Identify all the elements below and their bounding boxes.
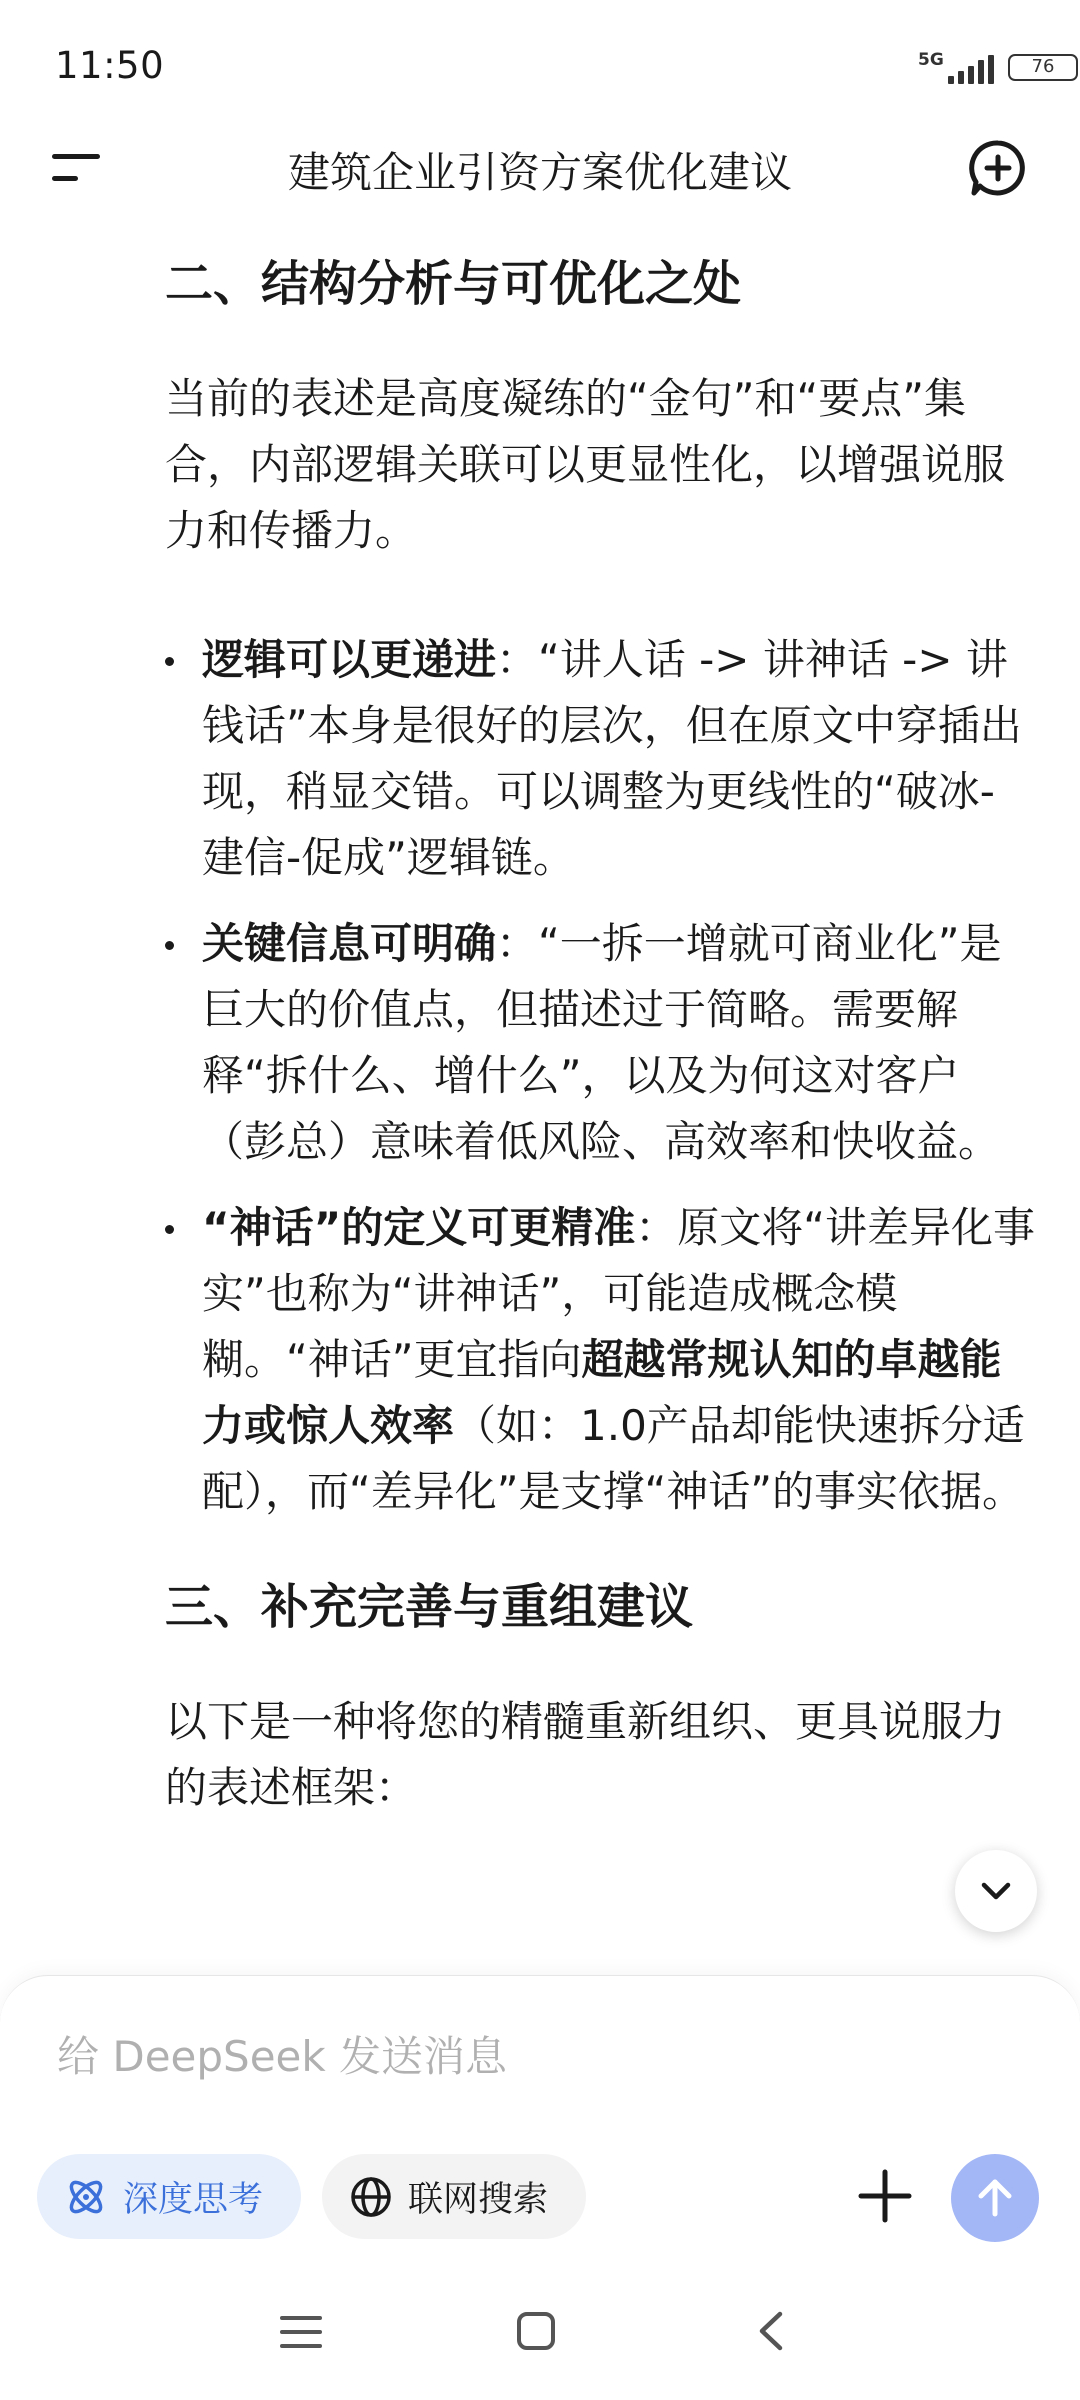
arrow-up-icon <box>971 2174 1019 2222</box>
bullet-text: ：“讲人话 -> 讲神话 -> 讲钱话”本身是很好的层次，但在原文中穿插出现，稍显交错。可以调整为更线性的“破冰-建信-促成”逻辑链。 <box>202 635 1022 882</box>
bullet-label: “神话”的定义可更精准 <box>202 1203 636 1252</box>
list-item <box>165 911 1035 1175</box>
deep-think-label: 深度思考 <box>123 2179 264 2220</box>
deep-think-toggle[interactable] <box>37 2154 301 2239</box>
home-icon[interactable] <box>515 2310 557 2352</box>
paragraph: 当前的表述是高度凝练的“金句”和“要点”集合，内部逻辑关联可以更显性化，以增强说服力和传播力。 <box>165 374 1006 555</box>
section-heading: 三、补充完善与重组建议 <box>165 1579 694 1635</box>
network-type: 5G <box>918 50 944 70</box>
new-chat-button[interactable] <box>968 138 1028 198</box>
globe-icon <box>348 2174 394 2220</box>
signal-icon <box>944 54 1004 86</box>
atom-icon <box>63 2174 109 2220</box>
web-search-label: 联网搜索 <box>408 2179 549 2220</box>
list-item <box>165 1195 1035 1525</box>
web-search-toggle[interactable] <box>322 2154 586 2239</box>
bullet-list <box>165 627 1035 1525</box>
recent-apps-icon[interactable] <box>278 2312 324 2352</box>
bullet-text: （如：1.0产品却能快速拆分适配），而“差异化”是支撑“神话”的事实依据。 <box>202 1401 1025 1516</box>
scroll-to-bottom-button[interactable] <box>955 1850 1037 1932</box>
send-button[interactable] <box>951 2154 1039 2242</box>
back-icon[interactable] <box>750 2308 790 2354</box>
bullet-label: 逻辑可以更递进 <box>202 635 497 684</box>
paragraph: 以下是一种将您的精髓重新组织、更具说服力的表述框架： <box>165 1697 1006 1812</box>
battery-icon: 76 <box>1008 54 1078 81</box>
system-nav-bar <box>0 2300 1080 2380</box>
new-chat-icon <box>968 138 1028 198</box>
bullet-label: 关键信息可明确 <box>202 919 497 968</box>
section-heading: 二、结构分析与可优化之处 <box>165 256 742 312</box>
status-bar <box>0 0 1080 130</box>
plus-icon <box>855 2166 915 2226</box>
bullet-text: ：“一拆一增就可商业化”是巨大的价值点，但描述过于简略。需要解释“拆什么、增什么”，以及为何这对客户（彭总）意味着低风险、高效率和快收益。 <box>202 919 1002 1166</box>
chevron-down-icon <box>976 1871 1016 1911</box>
list-item <box>165 627 1035 891</box>
app-header <box>0 130 1080 210</box>
attach-button[interactable] <box>855 2166 915 2226</box>
message-content <box>165 230 1035 1821</box>
message-input[interactable] <box>57 2026 957 2086</box>
status-time: 11:50 <box>55 44 165 87</box>
bullet-emphasis: 超越常规认知的卓越能力或惊人效率 <box>202 1335 1002 1450</box>
bullet-text: ：原文将“讲差异化事实”也称为“讲神话”，可能造成概念模糊。“神话”更宜指向 <box>202 1203 1035 1384</box>
page-title: 建筑企业引资方案优化建议 <box>287 148 792 197</box>
